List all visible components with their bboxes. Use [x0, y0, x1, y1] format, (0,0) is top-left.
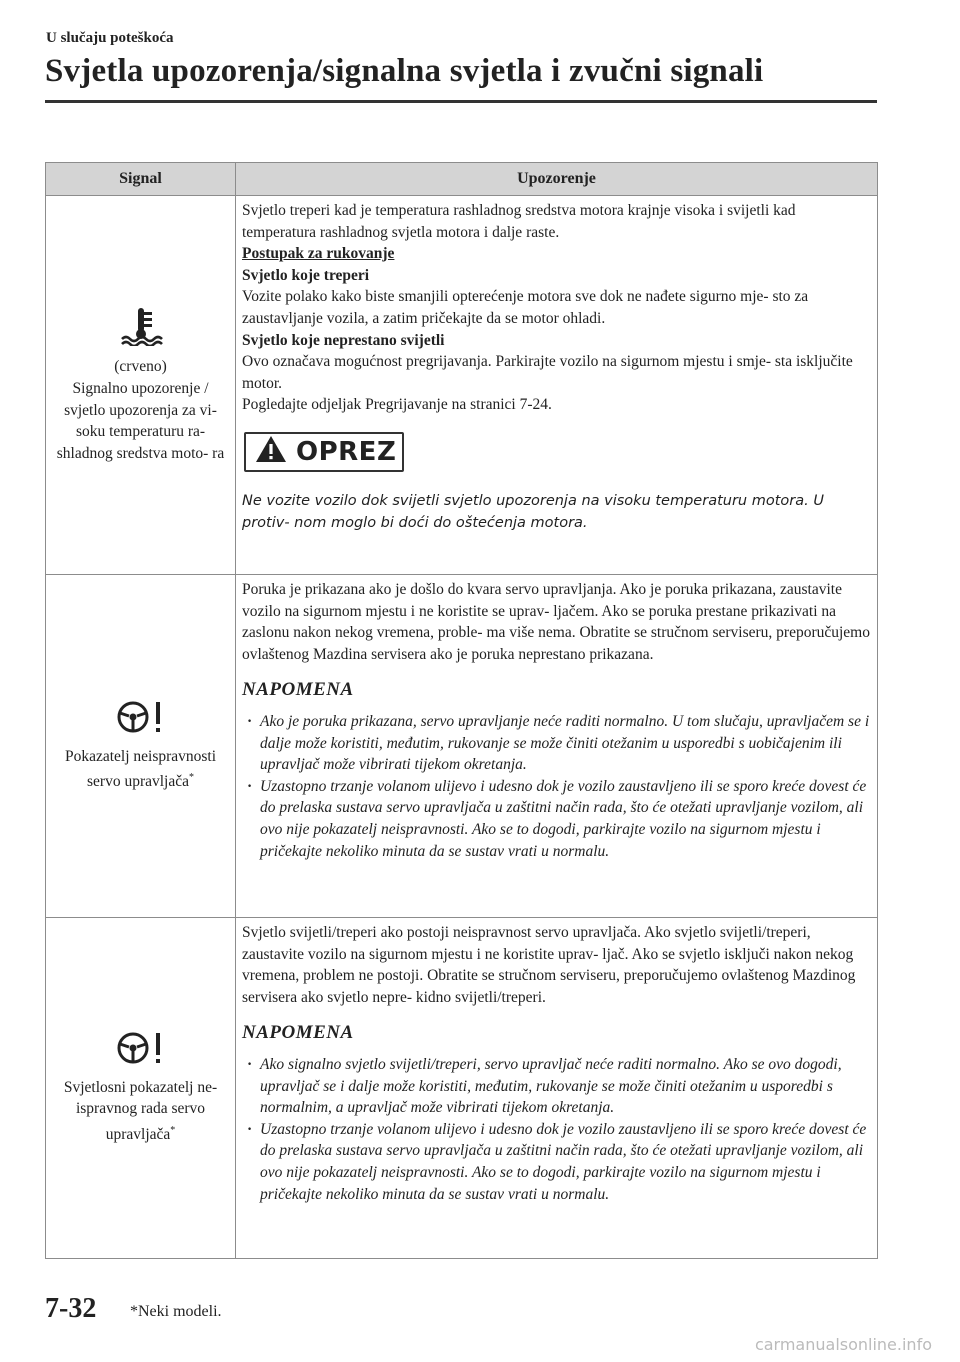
list-item: · Ako je poruka prikazana, servo upravljanje neće raditi normalno. U tom slučaju, upravljačem se i dalje može koristiti, međutim, rukovanje se može činiti otežanim u usporedbi s uobičajenim ili upravljač može vibrirati tijekom okretanja. — [260, 711, 871, 776]
warning-text: Poruka je prikazana ako je došlo do kvara servo upravljanja. Ako je poruka prikazana, zaustavite vozilo na sigurnom mjestu i ne koristite se uprav- ljačem. Ako se poruka prestane prikazivati na zaslonu nakon nekog vremena, proble- ma više nema. Obratite se stručnom serviseru, preporučujemo ovlaštenog Mazdina servisera ako je poruka neprestano prikazana. — [242, 581, 870, 663]
warning-cell — [236, 575, 878, 918]
signal-label-text: Pokazatelj neispravnosti servo upravljača — [64, 747, 217, 791]
col-signal-header: Signal — [46, 163, 236, 196]
title-divider — [45, 100, 877, 103]
note-list — [242, 1054, 871, 1205]
caution-text: Ne vozite vozilo dok svijetli svjetlo upozorenja na visoku temperaturu motora. U protiv- nom moglo bi doći do oštećenja motora. — [242, 492, 824, 531]
flashing-text: Vozite polako kako biste smanjili opterećenje motora sve dok ne nađete sigurno mje- sto za zaustavljanje vozila, a zatim pričekajte da se motor ohladi. — [242, 288, 809, 327]
coolant-temperature-icon — [50, 306, 231, 353]
table-row — [46, 918, 878, 1259]
watermark: carmanualsonline.info — [754, 1335, 932, 1354]
page-number: 7-32 — [45, 1293, 97, 1324]
list-item: · Uzastopno trzanje volanom ulijevo i udesno dok je vozilo zaustavljeno ili se sporo kreće dovest će do prelaska sustava servo upravljača u zaštitni način rada, što će otežati upravljanje vozilom, ali ovo nije pokazatelj neispravnosti. Ako se to dogodi, parkirajte vozilo na sigurnom mjestu i pričekajte nekoliko minuta da se sustav vrati u normalu. — [260, 1119, 871, 1205]
signal-label: Signalno upozorenje / svjetlo upozorenja za vi- soku temperaturu ra- shladnog sredstva moto- ra — [56, 379, 225, 462]
signal-color: (crveno) — [114, 358, 167, 376]
col-warning-header: Upozorenje — [236, 163, 878, 196]
note-heading: NAPOMENA — [242, 1022, 354, 1044]
flashing-heading: Svjetlo koje treperi — [242, 266, 370, 284]
signal-cell — [46, 196, 236, 575]
caution-badge — [244, 432, 404, 472]
page-reference: Pogledajte odjeljak Pregrijavanje na stranici 7-24. — [242, 396, 552, 414]
signal-label — [50, 746, 231, 793]
model-asterisk: * — [189, 772, 194, 784]
signal-cell — [46, 575, 236, 918]
steering-warning-icon — [50, 1030, 231, 1073]
warning-triangle-icon — [254, 434, 288, 471]
warning-cell — [236, 196, 878, 575]
note-list — [242, 711, 871, 862]
steering-warning-icon — [50, 699, 231, 742]
steady-heading: Svjetlo koje neprestano svijetli — [242, 331, 445, 349]
signal-label — [50, 1077, 231, 1146]
signal-cell — [46, 918, 236, 1259]
table-row — [46, 575, 878, 918]
note-heading: NAPOMENA — [242, 679, 354, 701]
warning-text: Svjetlo svijetli/treperi ako postoji neispravnost servo upravljača. Ako svjetlo svijetli/treperi, zaustavite vozilo na sigurnom mjestu i ne koristite uprav- ljač. Ako se svjetlo isključi nakon nekog vremena, problem ne postoji. Obratite se stručnom serviseru, preporučujemo ovlaštenog Mazdinog servisera ako svjetlo nepre- kidno svijetli/treperi. — [242, 924, 856, 1006]
page-title: Svjetla upozorenja/signalna svjetla i zvučni signali — [45, 53, 764, 89]
warning-text: Svjetlo treperi kad je temperatura rashladnog sredstva motora krajnje visoka i svijetli kad temperatura rashladnog svjetla motora i dalje raste. — [242, 202, 796, 241]
signal-label-text: Svjetlosni pokazatelj ne- ispravnog rada servo upravljača — [63, 1078, 218, 1144]
footnote: *Neki modeli. — [130, 1303, 222, 1320]
warning-cell — [236, 918, 878, 1259]
model-asterisk: * — [170, 1125, 176, 1137]
section-title: U slučaju poteškoća — [46, 30, 174, 46]
warning-lights-table — [45, 162, 878, 1259]
page-header — [45, 30, 877, 103]
table-row — [46, 196, 878, 575]
table-header-row — [46, 163, 878, 196]
list-item: · Uzastopno trzanje volanom ulijevo i udesno dok je vozilo zaustavljeno ili se sporo kreće dovest će do prelaska sustava servo upravljača u zaštitni način rada, što će otežati upravljanje vozilom, ali ovo nije pokazatelj neispravnosti. Ako se to dogodi, parkirajte vozilo na sigurnom mjestu i pričekajte nekoliko minuta da se sustav vrati u normalu. — [260, 776, 871, 862]
caution-label: OPREZ — [296, 436, 397, 467]
list-item: · Ako signalno svjetlo svijetli/treperi, servo upravljač neće raditi normalno. Ako se ovo dogodi, upravljač se i dalje može koristiti, međutim, rukovanje se može činiti otežanim u usporedbi s normalnim, a upravljač može vibrirati tijekom okretanja. — [260, 1054, 871, 1119]
steady-text: Ovo označava mogućnost pregrijavanja. Parkirajte vozilo na sigurnom mjestu i smje- sta isključite motor. — [242, 353, 853, 392]
procedure-heading: Postupak za rukovanje — [242, 245, 395, 263]
